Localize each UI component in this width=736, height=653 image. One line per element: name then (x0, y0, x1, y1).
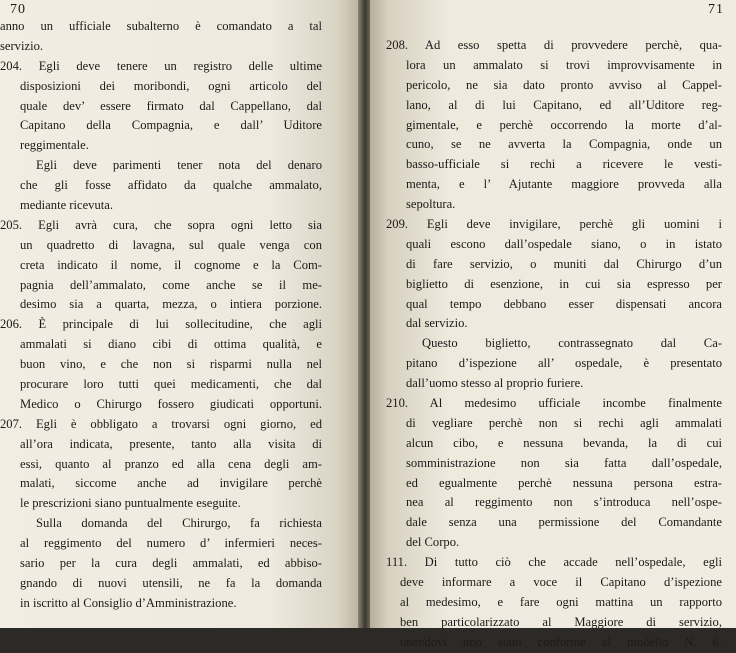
text-line: pericolo, ne sia dato pronto avviso al Cappel- (406, 77, 722, 92)
text-line: lano, al di lui Capitano, ed all’Uditore reg- (406, 97, 722, 112)
text-line: anno un ufficiale subalterno è comandato a tal (0, 19, 322, 33)
text-line: menta, e l’ Ajutante maggiore provveda alla (406, 177, 722, 192)
text-line: alcun cibo, e nessuna bevanda, la di cui (406, 435, 722, 450)
text-line: somministrazione non sia fatta dall’ospedale, (406, 455, 722, 470)
text-line: creta indicato il nome, il cognome e la Com- (20, 257, 322, 272)
text-line: sepoltura. (406, 197, 456, 212)
right-page (370, 0, 736, 649)
text-line: Egli deve parimenti tener nota del denaro (36, 158, 322, 173)
left-page (0, 0, 360, 628)
text-line: pagnia dell’ammalato, come anche se il me- (20, 277, 322, 292)
text-line: 204. Egli deve tenere un registro delle ultime (0, 58, 322, 73)
page-number: 71 (708, 2, 724, 17)
text-line: del Corpo. (406, 535, 460, 550)
text-line: unendovi uno stato conforme al modello N. 6. (400, 634, 722, 649)
page-number: 70 (10, 2, 26, 17)
text-line: servizio. (0, 38, 44, 53)
text-line: quale dev’ essere firmato dal Cappellano, dal (20, 98, 322, 113)
text-line: malati, siccome anche ad invigilare perchè (20, 476, 322, 491)
page-text (0, 17, 322, 614)
text-line: in iscritto al Consiglio d’Amministrazione. (20, 595, 237, 610)
text-line: disposizioni dei moribondi, ogni articolo del (20, 78, 322, 93)
text-line: ben particolarizzato al Maggiore di servizio, (400, 614, 722, 629)
text-line: quali escono dall’ospedale siano, o in istato (406, 236, 722, 251)
text-line: gnando di nuovi utensili, ne fa la domanda (20, 575, 322, 590)
text-line: al reggimento del numero d’ infermieri neces- (20, 536, 322, 551)
text-line: essi, quanto al pranzo ed alla cena degli am- (20, 456, 322, 471)
text-line: reggimentale. (20, 138, 89, 153)
text-line: Medico o Chirurgo fossero giudicati opportuni. (20, 396, 322, 411)
text-line: 209. Egli deve invigilare, perchè gli uomini i (386, 217, 722, 232)
text-line: 205. Egli avrà cura, che sopra ogni letto sia (0, 217, 322, 232)
text-line: mediante ricevuta. (20, 198, 114, 213)
text-line: 207. Egli è obbligato a trovarsi ogni giorno, ed (0, 416, 322, 431)
text-line: nea al reggimento non s’introduca nell’ospe- (406, 495, 722, 510)
text-line: buon vino, e che non si risparmi nulla nel (20, 357, 322, 372)
text-line: desimo sia a quarta, mezza, o intiera porzione. (20, 297, 322, 312)
text-line: un quadretto di lavagna, sul quale venga con (20, 237, 322, 252)
text-line: Capitano della Compagnia, e dall’ Uditore (20, 118, 322, 133)
text-line: Sulla domanda del Chirurgo, fa richiesta (36, 516, 322, 531)
text-line: 111. Di tutto ciò che accade nell’ospedale, egli (386, 555, 722, 570)
text-line: dale senza una permissione del Comandante (406, 515, 722, 530)
text-line: 208. Ad esso spetta di provvedere perchè, qua- (386, 38, 722, 52)
text-line: le prescrizioni siano puntualmente eseguite. (20, 496, 241, 511)
text-line: procurare loro tutti quei medicamenti, che dal (20, 377, 322, 392)
text-line: all’ora indicata, presente, tanto alla visita di (20, 436, 322, 451)
text-line: dall’uomo stesso al proprio furiere. (406, 376, 584, 391)
page-text (386, 36, 722, 653)
text-line: sario per la cura degli ammalati, ed abbiso- (20, 556, 322, 571)
text-line: 206. È principale di lui sollecitudine, che agli (0, 317, 322, 332)
text-line: dal servizio. (406, 316, 468, 331)
text-line: basso-ufficiale si rechi a ricevere le vesti- (406, 157, 722, 172)
text-line: qual tempo debbano esser dispensati ancora (406, 296, 722, 311)
text-line: ammalati si diano cibi di ottima qualità, e (20, 337, 322, 352)
text-line: ed egualmente perchè nessuna persona estra- (406, 475, 722, 490)
text-line: che gli fosse affidato da qualche ammalato, (20, 178, 322, 193)
text-line: al medesimo, e fare ogni mattina un rapporto (400, 594, 722, 609)
text-line: deve informare a voce il Capitano d’ispezione (400, 575, 722, 590)
text-line: di fare servizio, o muniti dal Chirurgo d’un (406, 256, 722, 271)
text-line: gimentale, e perchè occorrendo la morte d’al- (406, 117, 722, 132)
text-line: Questo biglietto, contrassegnato dal Ca- (422, 336, 722, 351)
text-line: cuno, se ne avverta la Compagnia, onde un (406, 137, 722, 152)
text-line: biglietto di esenzione, in cui sia espresso per (406, 276, 722, 291)
text-line: pitano d’ispezione all’ ospedale, è presentato (406, 356, 722, 371)
text-line: lora un ammalato si trovi improvvisamente in (406, 57, 722, 72)
text-line: 210. Al medesimo ufficiale incombe finalmente (386, 396, 722, 411)
text-line: di vegliare perchè non si rechi agli ammalati (406, 415, 722, 430)
